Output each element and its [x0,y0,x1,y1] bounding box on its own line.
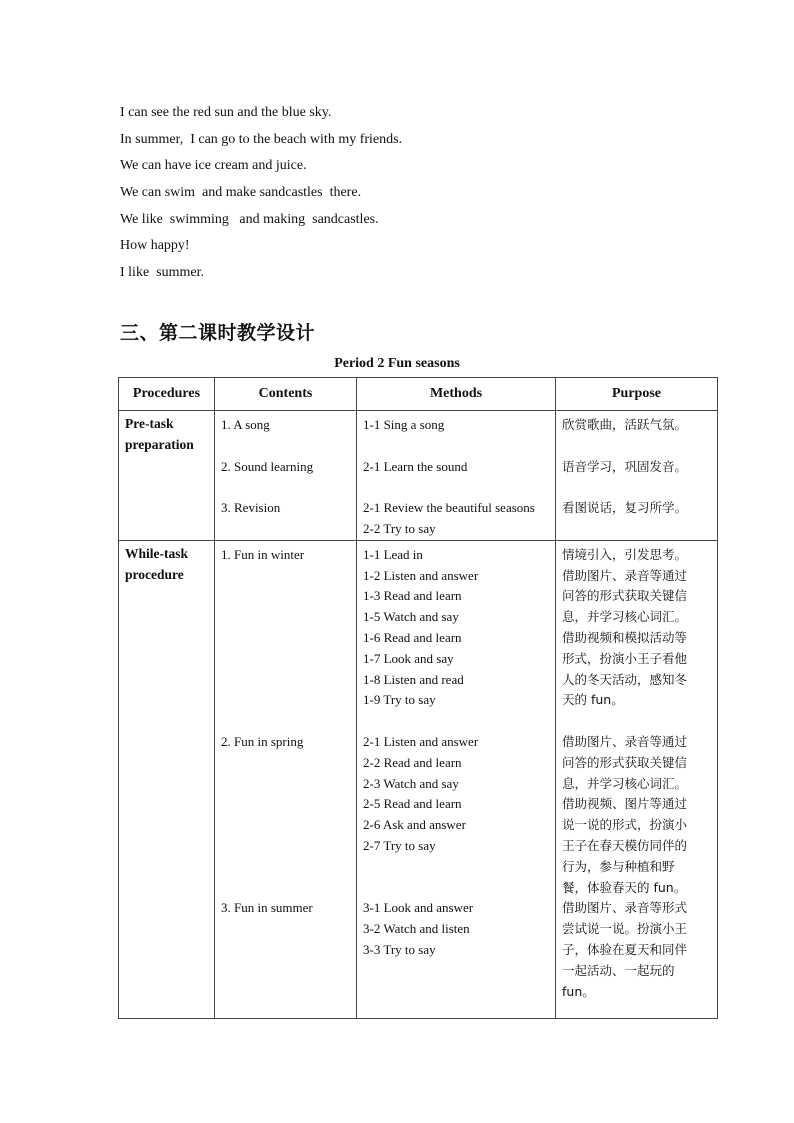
cell-line: 问答的形式获取关键信 [562,754,688,770]
header-methods: Methods [357,378,556,411]
table-row-pre-task [119,411,718,541]
cell-line: 3. Fun in summer [221,900,313,916]
poem-line: I can see the red sun and the blue sky. [120,105,332,120]
cell-line: 2-2 Read and learn [363,754,462,770]
cell-line: 3-2 Watch and listen [363,921,470,937]
cell-line: 息，并学习核心词汇。 [562,775,688,791]
cell-line: 天的 fun。 [562,692,624,708]
poem-line: I like summer. [120,265,204,281]
cell-line: 2-1 Learn the sound [363,458,468,474]
cell-line: 语音学习，巩固发音。 [562,458,688,474]
cell-line [221,774,350,795]
poem-line: How happy! [120,238,190,254]
cell-line: 2-7 Try to say [363,837,436,853]
cell-line [221,794,350,815]
cell-line [221,857,350,878]
cell-line [221,836,350,857]
cell-line: 3-1 Look and answer [363,900,474,916]
poem-line: We like swimming and making sandcastles. [120,211,379,227]
poem-text [120,100,402,287]
cell-line [221,586,350,607]
while-task-contents [215,541,356,919]
cell-line: 2-1 Review the beautiful seasons [363,500,535,516]
cell-line: 问答的形式获取关键信 [562,588,688,604]
cell-line: 2-1 Listen and answer [363,733,479,749]
cell-line: 3-3 Try to say [363,941,436,957]
pre-task-purpose [556,411,717,519]
cell-line: 餐，体验春天的 fun。 [562,879,687,895]
cell-line: 2-6 Ask and answer [363,817,466,833]
section-heading: 三、第二课时教学设计 [120,323,316,344]
cell-line [221,711,350,732]
cell-line [562,711,711,732]
header-contents: Contents [215,378,357,411]
cell-line: 3. Revision [221,500,281,516]
cell-line [221,690,350,711]
cell-line: 2-5 Read and learn [363,796,462,812]
cell-line: 1-2 Listen and answer [363,567,479,583]
table-header-row [119,378,718,411]
cell-line [363,711,549,732]
cell-line [363,878,549,899]
cell-line: 1-8 Listen and read [363,671,464,687]
cell-line: 尝试说一说。扮演小王 [562,921,688,937]
cell-line [221,753,350,774]
lesson-plan-table [118,377,718,1019]
cell-line: 1. Fun in winter [221,546,305,562]
cell-line: 子，体验在夏天和同伴 [562,941,688,957]
cell-line: 借助图片、录音等形式 [562,900,688,916]
cell-line [562,477,711,498]
cell-line: 1-1 Lead in [363,546,423,562]
cell-line: 1. A song [221,417,270,432]
cell-line [221,607,350,628]
while-task-methods [357,541,555,961]
poem-line: We can have ice cream and juice. [120,158,307,174]
cell-line: 借助图片、录音等通过 [562,567,688,583]
table-title: Period 2 Fun seasons [334,356,460,371]
cell-line: 欣赏歌曲，活跃气氛。 [562,417,688,432]
cell-line [221,628,350,649]
cell-line: 2-2 Try to say [363,520,436,536]
cell-line: 1-3 Read and learn [363,588,462,604]
cell-line [363,857,549,878]
cell-line: 说一说的形式，扮演小 [562,817,688,833]
cell-line: 人的冬天活动，感知冬 [562,671,688,687]
cell-line [363,436,549,457]
pre-task-contents [215,411,356,519]
cell-line: 2. Fun in spring [221,733,304,749]
cell-line [221,436,350,457]
cell-line: fun。 [562,983,595,999]
cell-line [221,477,350,498]
cell-line: 看图说话，复习所学。 [562,500,688,516]
cell-line: 借助视频、图片等通过 [562,796,688,812]
cell-line [363,477,549,498]
cell-line [221,649,350,670]
cell-line: 1-1 Sing a song [363,417,445,432]
cell-line [221,670,350,691]
cell-line: 情境引入，引发思考。 [562,546,688,562]
while-task-purpose [556,541,717,1003]
cell-line: 息，并学习核心词汇。 [562,609,688,625]
poem-line: In summer, I can go to the beach with my friends. [120,131,403,147]
cell-line: 1-9 Try to say [363,692,436,708]
cell-line [221,566,350,587]
cell-line: 王子在春天模仿同伴的 [562,837,688,853]
cell-line: 行为，参与种植和野 [562,858,675,874]
cell-line: 1-7 Look and say [363,650,454,666]
pre-task-methods [357,411,555,540]
cell-line: 借助图片、录音等通过 [562,733,688,749]
cell-line: 1-6 Read and learn [363,629,462,645]
cell-line [221,878,350,899]
header-purpose: Purpose [556,378,718,411]
cell-line: 2. Sound learning [221,458,314,474]
table-row-while-task [119,540,718,1018]
stage-while-task: While-task procedure [125,545,189,582]
cell-line: 一起活动、一起玩的 [562,962,675,978]
header-procedures: Procedures [119,378,215,411]
stage-pre-task: Pre-task preparation [125,416,194,452]
cell-line [562,436,711,457]
poem-line: We can swim and make sandcastles there. [120,185,362,201]
cell-line: 借助视频和模拟活动等 [562,629,688,645]
cell-line: 1-5 Watch and say [363,609,459,625]
cell-line: 2-3 Watch and say [363,775,459,791]
cell-line: 形式，扮演小王子看他 [562,650,688,666]
cell-line [221,815,350,836]
